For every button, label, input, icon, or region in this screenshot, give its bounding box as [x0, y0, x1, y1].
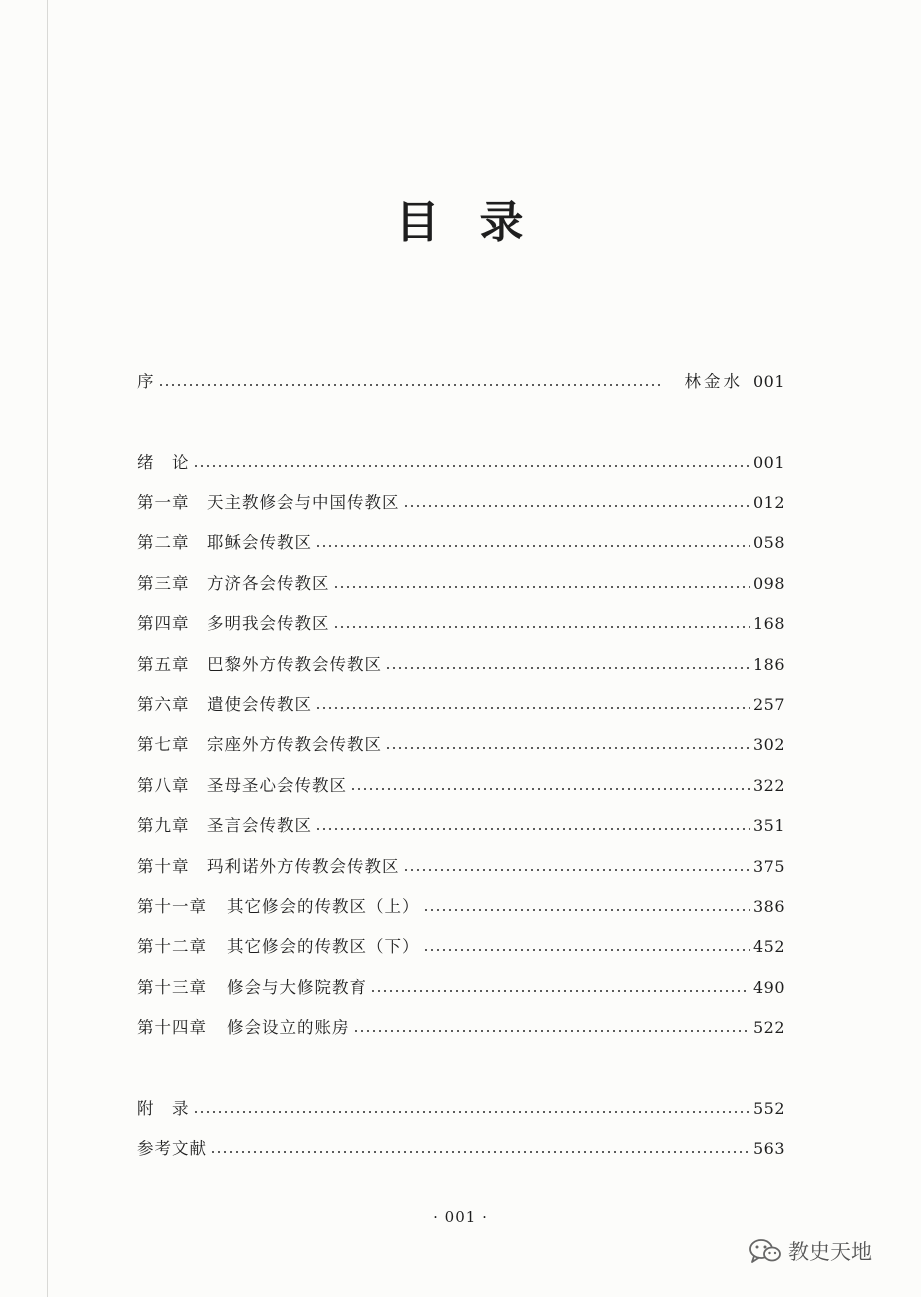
dot-leader — [193, 1111, 750, 1113]
dot-leader — [315, 545, 750, 547]
toc-chapter-number: 第四章 — [137, 614, 190, 634]
watermark-text: 教史天地 — [788, 1240, 872, 1264]
toc-chapter-number: 第六章 — [137, 695, 190, 714]
toc-intro-page: 001 — [752, 453, 785, 472]
toc-chapter-page: 375 — [752, 856, 785, 876]
toc-chapter-page: 386 — [752, 897, 785, 916]
toc-chapter-title: 天主教修会与中国传教区 — [207, 493, 400, 512]
watermark — [748, 1236, 872, 1266]
dot-leader — [403, 505, 750, 507]
toc-appendix[interactable] — [137, 1096, 785, 1122]
toc-chapter-title: 其它修会的传教区（下） — [227, 937, 420, 957]
toc-chapter-title: 玛利诺外方传教会传教区 — [207, 856, 400, 876]
toc-chapter-9[interactable] — [137, 813, 785, 839]
dot-leader — [193, 465, 750, 467]
toc-chapter-page: 351 — [752, 816, 785, 836]
toc-chapter-number: 第五章 — [137, 654, 190, 674]
toc-chapter-page: 302 — [752, 735, 785, 755]
toc-chapter-8[interactable] — [137, 773, 785, 799]
toc-chapter-2[interactable] — [137, 530, 785, 556]
title-char-1: 目 — [395, 197, 442, 248]
dot-leader — [333, 586, 750, 588]
dot-leader — [423, 909, 750, 911]
dot-leader — [350, 788, 750, 790]
toc-chapter-page: 522 — [752, 1018, 785, 1038]
toc-chapter-page: 012 — [752, 493, 785, 512]
toc-chapter-page: 452 — [752, 937, 785, 957]
toc-chapter-6[interactable] — [137, 692, 785, 718]
toc-chapter-10[interactable] — [137, 854, 785, 880]
dot-leader — [403, 869, 750, 871]
toc-chapter-title: 圣母圣心会传教区 — [207, 775, 347, 795]
toc-references-page: 563 — [752, 1139, 785, 1158]
title-char-2: 录 — [479, 197, 526, 248]
toc-chapter-title: 遣使会传教区 — [207, 695, 312, 714]
dot-leader — [315, 707, 750, 709]
toc-appendix-label: 附 录 — [137, 1099, 190, 1118]
toc-chapter-title: 方济各会传教区 — [207, 573, 330, 593]
dot-leader — [210, 1151, 750, 1153]
toc-chapter-number: 第九章 — [137, 816, 190, 836]
toc-chapter-title: 修会与大修院教育 — [227, 977, 367, 997]
toc-chapter-13[interactable] — [137, 975, 785, 1001]
toc-chapter-number: 第十章 — [137, 856, 190, 876]
dot-leader — [385, 667, 750, 669]
toc-chapter-title: 巴黎外方传教会传教区 — [207, 654, 382, 674]
toc-chapter-number: 第十三章 — [137, 977, 207, 997]
toc-chapter-page: 098 — [752, 573, 785, 593]
toc-preface[interactable] — [137, 369, 785, 395]
toc-chapter-number: 第十四章 — [137, 1018, 207, 1038]
toc-chapter-page: 186 — [752, 654, 785, 674]
toc-chapter-title: 耶稣会传教区 — [207, 533, 312, 553]
toc-chapter-number: 第十一章 — [137, 897, 207, 916]
page-title — [0, 186, 921, 250]
toc-chapter-11[interactable] — [137, 894, 785, 920]
toc-references[interactable] — [137, 1136, 785, 1162]
toc-preface-label: 序 — [137, 372, 155, 391]
toc-chapter-1[interactable] — [137, 490, 785, 516]
wechat-icon — [748, 1237, 782, 1265]
toc-chapter-page: 257 — [752, 695, 785, 714]
toc-chapter-12[interactable] — [137, 934, 785, 960]
toc-chapter-title: 其它修会的传教区（上） — [227, 897, 420, 916]
toc-intro[interactable] — [137, 450, 785, 476]
toc-chapter-4[interactable] — [137, 611, 785, 637]
toc-chapter-5[interactable] — [137, 652, 785, 678]
toc-chapter-number: 第二章 — [137, 533, 190, 553]
dot-leader — [385, 747, 750, 749]
toc-chapter-page: 490 — [752, 977, 785, 997]
dot-leader — [423, 949, 750, 951]
dot-leader — [158, 384, 665, 386]
dot-leader — [315, 828, 750, 830]
toc-chapter-14[interactable] — [137, 1015, 785, 1041]
toc-chapter-title: 宗座外方传教会传教区 — [207, 735, 382, 755]
toc-appendix-page: 552 — [752, 1099, 785, 1118]
page-number: · 001 · — [433, 1208, 488, 1226]
toc-preface-author: 林金水 — [684, 372, 743, 391]
toc-preface-page: 001 — [752, 372, 785, 391]
toc-chapter-number: 第七章 — [137, 735, 190, 755]
dot-leader — [333, 626, 750, 628]
toc-chapter-3[interactable] — [137, 571, 785, 597]
toc-chapter-page: 322 — [752, 775, 785, 795]
dot-leader — [370, 990, 750, 992]
toc-chapter-page: 058 — [752, 533, 785, 553]
dot-leader — [353, 1030, 750, 1032]
toc-chapter-title: 多明我会传教区 — [207, 614, 330, 634]
toc-chapter-number: 第一章 — [137, 493, 190, 512]
toc-intro-label: 绪 论 — [137, 453, 190, 472]
toc-chapter-title: 圣言会传教区 — [207, 816, 312, 836]
toc-chapter-number: 第八章 — [137, 775, 190, 795]
toc-chapter-7[interactable] — [137, 732, 785, 758]
toc-chapter-number: 第十二章 — [137, 937, 207, 957]
toc-chapter-number: 第三章 — [137, 573, 190, 593]
toc-chapter-title: 修会设立的账房 — [227, 1018, 350, 1038]
toc-chapter-page: 168 — [752, 614, 785, 634]
toc-references-label: 参考文献 — [137, 1139, 207, 1158]
